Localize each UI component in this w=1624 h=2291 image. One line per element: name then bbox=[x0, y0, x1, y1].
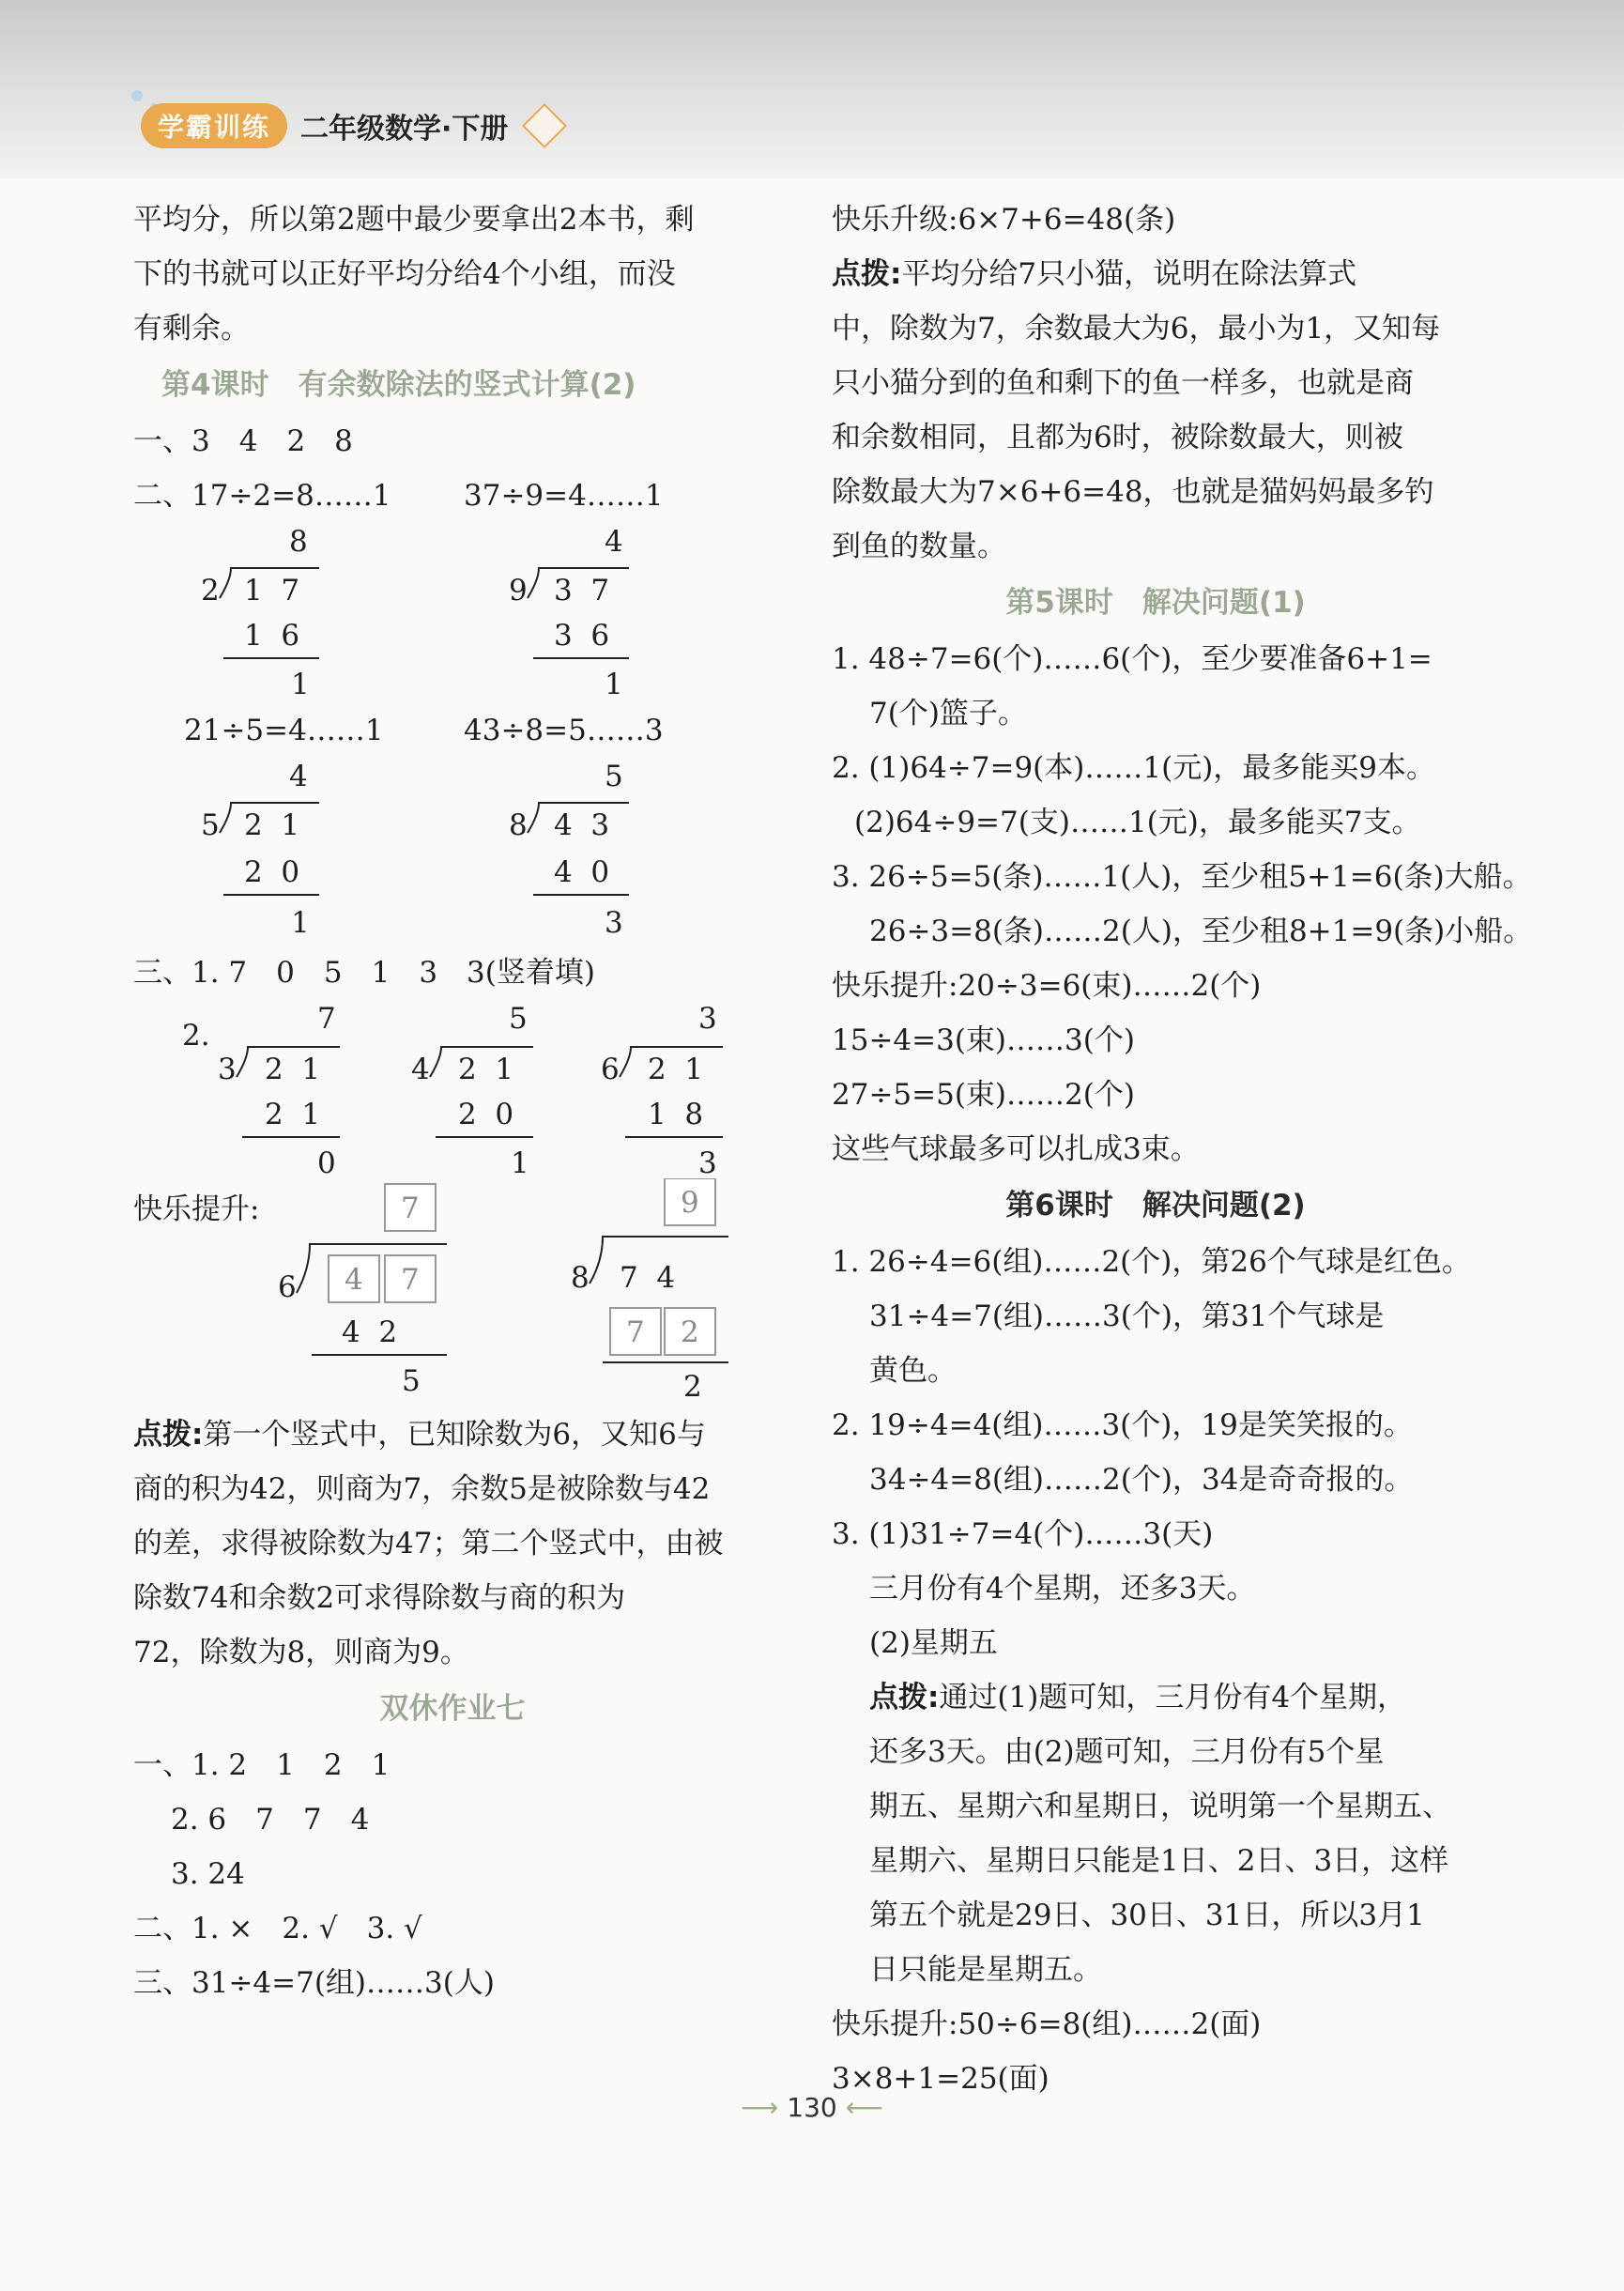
tip-text: 第一个竖式中，已知除数为6，又知6与 bbox=[203, 1418, 706, 1452]
ld-quotient: 5 bbox=[605, 760, 623, 793]
tip-line: 和余数相同，且都为6时，被除数最大，则被 bbox=[832, 421, 1403, 454]
kuaile-label: 快乐提升: bbox=[133, 1192, 260, 1226]
answer-line: 3×8+1=25(面) bbox=[832, 2062, 1049, 2096]
answer-line: 2. 6 7 7 4 bbox=[171, 1803, 370, 1837]
answer-line: 二、1. × 2. √ 3. √ bbox=[133, 1912, 422, 1945]
answer-line: 一、3 4 2 8 bbox=[133, 424, 353, 458]
fill-in-divisions bbox=[133, 1178, 772, 1407]
tip-line: 日只能是星期五。 bbox=[869, 1953, 1102, 1987]
ld-quotient: 4 bbox=[289, 760, 308, 793]
tip-line: 还多3天。由(2)题可知，三月份有5个星 bbox=[869, 1735, 1385, 1769]
ld-remainder: 5 bbox=[402, 1364, 421, 1398]
ld-dividend: 2 1 bbox=[458, 1053, 514, 1086]
header-band bbox=[0, 0, 1624, 178]
long-division-pair bbox=[133, 523, 772, 703]
answer-line: 26÷3=8(条)……2(人)，至少租8+1=9(条)小船。 bbox=[869, 915, 1533, 948]
lesson6-title: 第6课时 解决问题(2) bbox=[1005, 1189, 1306, 1222]
long-division-pair bbox=[133, 758, 772, 946]
decor-dot bbox=[131, 90, 143, 101]
tip-line: 除数74和余数2可求得除数与商的积为 bbox=[133, 1581, 626, 1615]
page-number-text: 130 bbox=[787, 2092, 837, 2123]
tip-line: 第五个就是29日、30日、31日，所以3月1 bbox=[869, 1899, 1425, 1932]
tip-line: 中，除数为7，余数最大为6，最小为1，又知每 bbox=[832, 312, 1441, 346]
ld-dividend-digit: 4 bbox=[345, 1263, 363, 1297]
ld-product: 2 0 bbox=[244, 855, 300, 889]
ld-divisor: 4 bbox=[411, 1053, 430, 1086]
answer-line bbox=[133, 703, 772, 758]
tip-line: 商的积为42，则商为7，余数5是被除数与42 bbox=[133, 1472, 711, 1506]
ld-product: 4 2 bbox=[342, 1315, 398, 1349]
answer-line: 快乐提升:50÷6=8(组)……2(面) bbox=[832, 2007, 1262, 2041]
answer-line: 快乐升级:6×7+6=48(条) bbox=[832, 203, 1176, 237]
tip-line: 除数最大为7×6+6=48，也就是猫妈妈最多钓 bbox=[832, 475, 1434, 509]
tip-line: 到鱼的数量。 bbox=[832, 530, 1006, 563]
answer-line: 1. 26÷4=6(组)……2(个)，第26个气球是红色。 bbox=[832, 1245, 1471, 1279]
answer-line bbox=[133, 469, 772, 523]
answer-line: 3. 24 bbox=[171, 1857, 245, 1891]
answer-line: 一、1. 2 1 2 1 bbox=[133, 1748, 391, 1782]
tip-line: 只小猫分到的鱼和剩下的鱼一样多，也就是商 bbox=[832, 366, 1414, 400]
ld-quotient: 7 bbox=[401, 1192, 420, 1225]
tip-line bbox=[832, 247, 1479, 301]
tip-line: 的差，求得被除数为47；第二个竖式中，由被 bbox=[133, 1527, 724, 1561]
ld-remainder: 0 bbox=[317, 1146, 336, 1178]
question-label: 2. bbox=[182, 1019, 210, 1053]
answer-line: 三月份有4个星期，还多3天。 bbox=[869, 1572, 1256, 1606]
answer-line: 2. 19÷4=4(组)……3(个)，19是笑笑报的。 bbox=[832, 1408, 1413, 1442]
answer-line: 27÷5=5(束)……2(个) bbox=[832, 1078, 1135, 1112]
ld-dividend: 3 7 bbox=[554, 574, 610, 607]
answer-line: 2. (1)64÷7=9(本)……1(元)，最多能买9本。 bbox=[832, 751, 1436, 785]
equation: 43÷8=5……3 bbox=[464, 714, 664, 747]
equation: 二、17÷2=8……1 bbox=[133, 479, 391, 513]
answer-line: 这些气球最多可以扎成3束。 bbox=[832, 1132, 1200, 1166]
ld-product: 1 8 bbox=[648, 1098, 704, 1131]
ld-remainder: 2 bbox=[683, 1370, 702, 1404]
answer-line: 15÷4=3(束)……3(个) bbox=[832, 1023, 1135, 1057]
tip-text: 通过(1)题可知，三月份有4个星期， bbox=[939, 1681, 1407, 1714]
answer-line: (2)星期五 bbox=[869, 1626, 998, 1660]
ld-dividend: 2 1 bbox=[244, 808, 300, 842]
weekend-title: 双休作业七 bbox=[379, 1692, 526, 1726]
ld-dividend: 2 1 bbox=[265, 1053, 321, 1086]
ld-product-digit: 2 bbox=[681, 1315, 699, 1349]
left-column bbox=[133, 192, 772, 2010]
answer-line: 3. 26÷5=5(条)……1(人)，至少租5+1=6(条)大船。 bbox=[832, 860, 1532, 894]
arrow-right-icon: ⟶ bbox=[741, 2092, 779, 2123]
text-line: 平均分，所以第2题中最少要拿出2本书，剩 bbox=[133, 203, 695, 237]
tip-label: 点拨: bbox=[869, 1681, 940, 1714]
ld-dividend: 7 4 bbox=[620, 1261, 676, 1295]
ld-dividend: 1 7 bbox=[244, 574, 300, 607]
long-division-row bbox=[133, 758, 772, 946]
text-line: 有剩余。 bbox=[133, 312, 250, 346]
ld-remainder: 1 bbox=[291, 668, 310, 701]
arrow-left-icon: ⟵ bbox=[845, 2092, 883, 2123]
tip-label: 点拨: bbox=[133, 1418, 204, 1452]
page-number bbox=[0, 2092, 1624, 2123]
ld-dividend: 4 3 bbox=[554, 808, 610, 842]
ld-divisor: 6 bbox=[601, 1053, 620, 1086]
answer-line: 三、1. 7 0 5 1 3 3(竖着填) bbox=[133, 956, 595, 990]
answer-line: 34÷4=8(组)……2(个)，34是奇奇报的。 bbox=[869, 1463, 1414, 1497]
long-division-row bbox=[133, 1000, 772, 1178]
ld-product: 2 1 bbox=[265, 1098, 321, 1131]
tip-line: 72，除数为8，则商为9。 bbox=[133, 1636, 469, 1669]
ld-quotient: 7 bbox=[317, 1002, 336, 1036]
ld-divisor: 5 bbox=[201, 808, 220, 842]
ld-product: 3 6 bbox=[554, 619, 610, 653]
ld-product: 1 6 bbox=[244, 619, 300, 653]
ld-product-digit: 7 bbox=[626, 1315, 645, 1349]
ld-divisor: 8 bbox=[571, 1261, 590, 1295]
page-header bbox=[141, 101, 560, 150]
ld-dividend: 2 1 bbox=[648, 1053, 704, 1086]
tip-line: 期五、星期六和星期日，说明第一个星期五、 bbox=[869, 1790, 1451, 1823]
tip-line: 星期六、星期日只能是1日、2日、3日，这样 bbox=[869, 1844, 1449, 1878]
tip-line bbox=[133, 1407, 772, 1462]
ld-remainder: 1 bbox=[511, 1146, 529, 1178]
ld-quotient: 5 bbox=[509, 1002, 528, 1036]
answer-line: 三、31÷4=7(组)……3(人) bbox=[133, 1966, 495, 2000]
ld-divisor: 2 bbox=[201, 574, 220, 607]
text-line: 下的书就可以正好平均分给4个小组，而没 bbox=[133, 257, 676, 291]
lesson5-title: 第5课时 解决问题(1) bbox=[1005, 586, 1306, 620]
ld-remainder: 1 bbox=[605, 668, 623, 701]
ld-remainder: 3 bbox=[605, 906, 623, 940]
equation: 21÷5=4……1 bbox=[184, 714, 384, 747]
ld-quotient: 4 bbox=[605, 525, 623, 559]
answer-line: 3. (1)31÷7=4(个)……3(天) bbox=[832, 1517, 1214, 1551]
ld-divisor: 6 bbox=[278, 1270, 297, 1304]
fill-in-section bbox=[133, 1178, 772, 1407]
lesson4-title: 第4课时 有余数除法的竖式计算(2) bbox=[161, 368, 636, 402]
book-title: 二年级数学·下册 bbox=[300, 113, 509, 146]
answer-line: 黄色。 bbox=[869, 1354, 957, 1388]
answer-line: 1. 48÷7=6(个)……6(个)，至少要准备6+1= bbox=[832, 642, 1432, 676]
brand-badge: 学霸训练 bbox=[141, 103, 287, 148]
diamond-icon bbox=[522, 103, 567, 148]
equation: 37÷9=4……1 bbox=[464, 479, 664, 513]
answer-line: 7(个)篮子。 bbox=[869, 697, 1027, 730]
ld-quotient: 9 bbox=[681, 1186, 699, 1220]
tip-line bbox=[832, 1670, 1479, 1725]
long-division-row bbox=[133, 523, 772, 703]
ld-quotient: 3 bbox=[698, 1002, 717, 1036]
answer-line: 快乐提升:20÷3=6(束)……2(个) bbox=[832, 969, 1262, 1003]
ld-remainder: 1 bbox=[291, 906, 310, 940]
ld-quotient: 8 bbox=[289, 525, 308, 559]
ld-remainder: 3 bbox=[698, 1146, 717, 1178]
tip-label: 点拨: bbox=[832, 257, 902, 291]
ld-product: 2 0 bbox=[458, 1098, 514, 1131]
answer-line: (2)64÷9=7(支)……1(元)，最多能买7支。 bbox=[854, 806, 1421, 839]
answer-line: 31÷4=7(组)……3(个)，第31个气球是 bbox=[869, 1299, 1385, 1333]
ld-dividend-digit: 7 bbox=[401, 1263, 420, 1297]
ld-product: 4 0 bbox=[554, 855, 610, 889]
tip-text: 平均分给7只小猫，说明在除法算式 bbox=[901, 257, 1357, 291]
ld-divisor: 3 bbox=[218, 1053, 237, 1086]
long-division-triple bbox=[133, 1000, 772, 1178]
right-column bbox=[832, 192, 1533, 2106]
ld-divisor: 9 bbox=[509, 574, 528, 607]
ld-divisor: 8 bbox=[509, 808, 528, 842]
